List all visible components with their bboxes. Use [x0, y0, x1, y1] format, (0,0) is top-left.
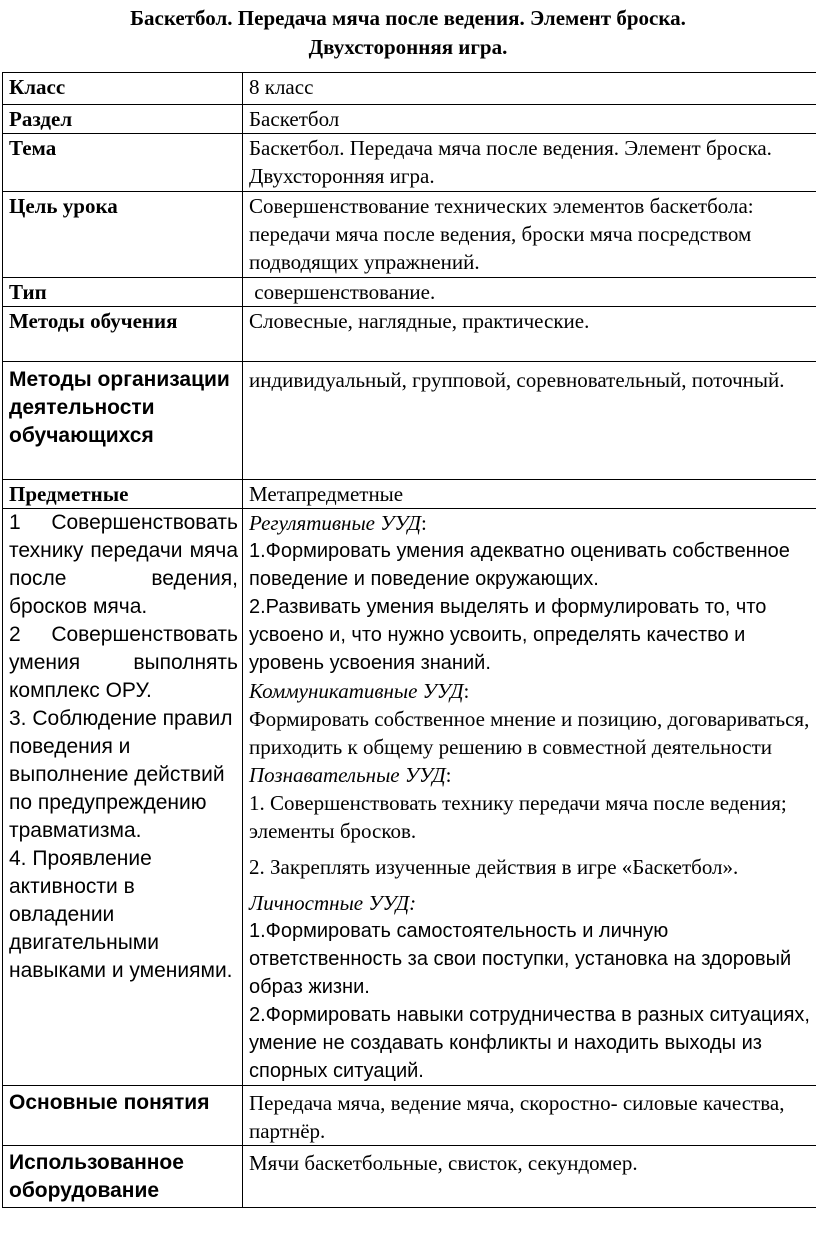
- cognitive-heading: [249, 761, 815, 789]
- document-title: [0, 4, 816, 62]
- value-equipment: Мячи баскетбольные, свисток, секундомер.: [243, 1146, 816, 1208]
- regulative-colon: :: [421, 511, 427, 535]
- meta-results-cell: [243, 509, 816, 1086]
- regulative-item-1: 1.Формировать умения адекватно оценивать собственное поведение и поведение окружающих.: [249, 540, 790, 590]
- subject-result-1: 1 Совершенствовать технику передачи мяча после ведения, бросков мяча.: [9, 511, 238, 618]
- row-results-header: [3, 480, 816, 509]
- title-line-1: Баскетбол. Передача мяча после ведения. Элемент броска.: [130, 6, 686, 30]
- label-meta-results: Метапредметные: [243, 480, 816, 509]
- communicative-colon: :: [463, 679, 470, 703]
- communicative-title: Коммуникативные УУД: [249, 679, 464, 703]
- value-methods: Словесные, наглядные, практические.: [243, 307, 816, 362]
- personal-item-1: 1.Формировать самостоятельность и личную ответственность за свои поступки, установка на здоровый образ жизни.: [249, 920, 792, 998]
- value-org-methods: индивидуальный, групповой, соревновательный, поточный.: [243, 362, 816, 480]
- row-section: [3, 105, 816, 134]
- personal-title: Личностные УУД:: [249, 891, 417, 915]
- cognitive-colon: :: [445, 763, 452, 787]
- label-section: Раздел: [3, 105, 243, 134]
- row-org-methods: [3, 362, 816, 480]
- regulative-title: Регулятивные УУД: [249, 511, 422, 535]
- row-class: [3, 73, 816, 105]
- title-line-2: Двухсторонняя игра.: [308, 35, 508, 59]
- label-org-methods: Методы организации деятельности обучающихся: [3, 362, 243, 480]
- subject-results-cell: [3, 509, 243, 1086]
- value-goal: Совершенствование технических элементов баскетбола: передачи мяча после ведения, броски мяча посредством подводящих упражнений.: [243, 192, 816, 278]
- cognitive-item-1: 1. Совершенствовать технику передачи мяча после ведения; элементы бросков.: [249, 791, 787, 843]
- label-topic: Тема: [3, 134, 243, 192]
- communicative-heading: [249, 677, 815, 705]
- row-equipment: [3, 1146, 816, 1208]
- lesson-plan-table: [2, 72, 816, 1208]
- label-class: Класс: [3, 73, 243, 105]
- label-goal: Цель урока: [3, 192, 243, 278]
- cognitive-item-2: 2. Закреплять изученные действия в игре «Баскетбол».: [249, 855, 739, 879]
- row-type: [3, 278, 816, 307]
- label-subject-results: Предметные: [3, 480, 243, 509]
- row-results: [3, 509, 816, 1086]
- cognitive-title: Познавательные УУД: [249, 763, 446, 787]
- subject-result-4: 4. Проявление активности в овладении двигательными навыками и умениями.: [9, 847, 233, 982]
- value-class: 8 класс: [243, 73, 816, 105]
- personal-item-2: 2.Формировать навыки сотрудничества в разных ситуациях, умение не создавать конфликты и находить выходы из спорных ситуаций.: [249, 1004, 810, 1082]
- label-methods: Методы обучения: [3, 307, 243, 362]
- subject-result-3: 3. Соблюдение правил поведения и выполнение действий по предупреждению травматизма.: [9, 707, 233, 842]
- label-equipment: Использованное оборудование: [3, 1146, 243, 1208]
- row-goal: [3, 192, 816, 278]
- value-type: совершенствование.: [243, 278, 816, 307]
- label-type: Тип: [3, 278, 243, 307]
- label-concepts: Основные понятия: [3, 1086, 243, 1146]
- regulative-item-2: 2.Развивать умения выделять и формулировать то, что усвоено и, что нужно усвоить, определять качество и уровень усвоения знаний.: [249, 596, 767, 674]
- subject-result-2: 2 Совершенствовать умения выполнять комплекс ОРУ.: [9, 623, 238, 702]
- value-concepts: Передача мяча, ведение мяча, скоростно- силовые качества, партнёр.: [243, 1086, 816, 1146]
- row-topic: [3, 134, 816, 192]
- row-methods: [3, 307, 816, 362]
- value-topic: Баскетбол. Передача мяча после ведения. Элемент броска. Двухсторонняя игра.: [243, 134, 816, 192]
- communicative-item-1: Формировать собственное мнение и позицию, договариваться, приходить к общему решению в совместной деятельности: [249, 707, 810, 759]
- value-section: Баскетбол: [243, 105, 816, 134]
- row-concepts: [3, 1086, 816, 1146]
- regulative-heading: [249, 509, 815, 537]
